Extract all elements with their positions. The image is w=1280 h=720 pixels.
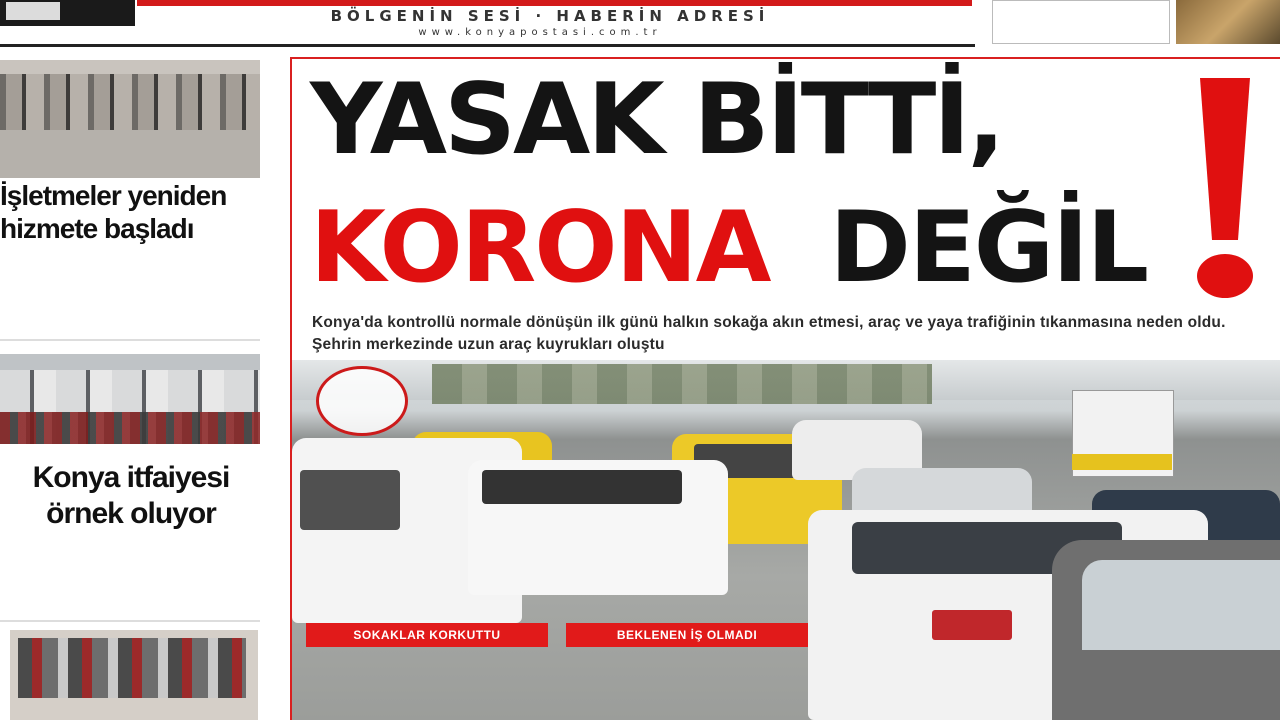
story1-headline-line1: İşletmeler yeniden bbox=[0, 180, 227, 211]
left-column bbox=[0, 58, 262, 720]
subhead-right: BEKLENEN İŞ OLMADI bbox=[566, 623, 808, 647]
masthead bbox=[0, 0, 1280, 52]
stamp-logo bbox=[316, 366, 408, 436]
main-headline-black: DEĞİL bbox=[829, 191, 1148, 305]
story2-headline bbox=[0, 460, 262, 532]
masthead-url: www.konyapostasi.com.tr bbox=[418, 27, 662, 38]
main-headline-red: KORONA bbox=[310, 191, 770, 305]
traffic-photo bbox=[292, 360, 1280, 720]
street-photo bbox=[0, 60, 260, 178]
story1-headline-line2: hizmete başladı bbox=[0, 213, 194, 244]
exclamation-icon bbox=[1186, 72, 1264, 304]
column-divider bbox=[0, 620, 260, 622]
fire-station-photo bbox=[0, 354, 260, 444]
main-headline-line2 bbox=[310, 188, 1147, 308]
masthead-rule bbox=[0, 44, 975, 47]
main-headline-line1: YASAK BİTTİ, bbox=[310, 63, 1003, 177]
story2-headline-line1: Konya itfaiyesi bbox=[32, 461, 230, 494]
masthead-red-bar bbox=[137, 0, 972, 6]
column-divider bbox=[0, 339, 260, 341]
masthead-teaser bbox=[992, 0, 1170, 44]
subhead-left: SOKAKLAR KORKUTTU bbox=[306, 623, 548, 647]
newspaper-logo bbox=[0, 0, 135, 26]
story2-headline-line2: örnek oluyor bbox=[46, 497, 216, 530]
story3-photo bbox=[10, 630, 258, 720]
masthead-teaser-photo bbox=[1176, 0, 1280, 44]
main-lede: Konya'da kontrollü normale dönüşün ilk günü halkın sokağa akın etmesi, araç ve yaya trafiğinin tıkanmasına neden oldu. Şehrin merkezinde uzun araç kuyrukları oluştu bbox=[312, 314, 1226, 353]
story1-headline bbox=[0, 179, 262, 245]
masthead-slogan: BÖLGENİN SESİ · HABERİN ADRESİ bbox=[330, 7, 770, 25]
